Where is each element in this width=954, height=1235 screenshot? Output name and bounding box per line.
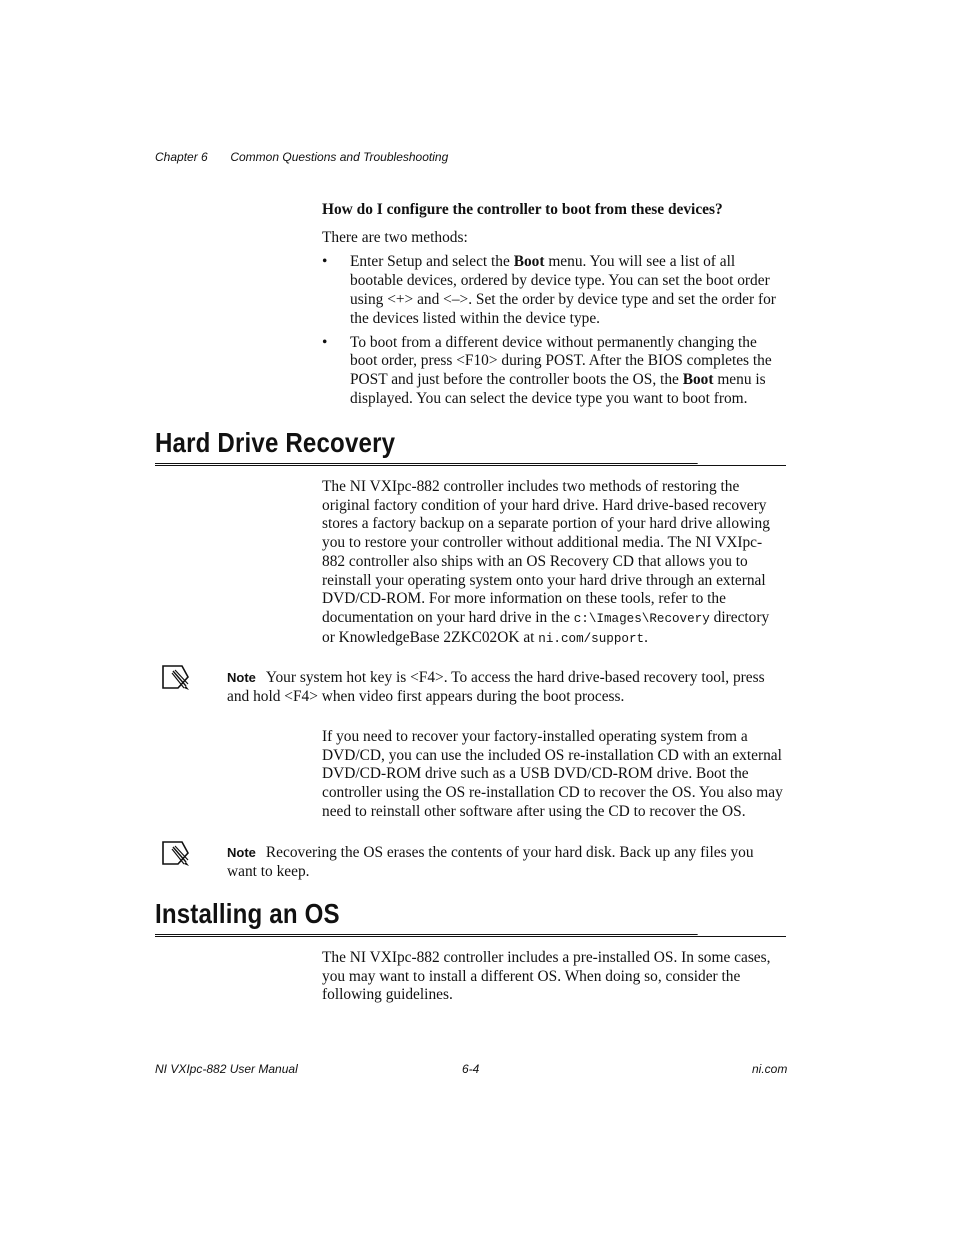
note-hot-key [227, 668, 785, 706]
bullet-glyph: • [322, 253, 328, 271]
section-rule [155, 936, 786, 937]
note-icon [160, 837, 192, 867]
footer-manual-title: NI VXIpc-882 User Manual [155, 1062, 298, 1076]
note-label: Note [227, 670, 256, 685]
para-text: If you need to recover your factory-installed operating system from a DVD/CD, you can use the included OS re-installation CD with an external DVD/CD-ROM drive such as a USB DVD/CD-ROM drive. Boot the controller using the OS re-installation CD to recover the OS. You also may need to reinstall other software after using the CD to recover the OS. [322, 728, 783, 820]
note-label: Note [227, 845, 256, 860]
directory-path: c:\Images\Recovery [573, 611, 710, 626]
bullet-glyph: • [322, 333, 328, 351]
bullet-bold-term: Boot [513, 253, 545, 271]
bullet-text: Enter Setup and select the [350, 253, 514, 271]
bullet-text: menu. You will see a list of all bootable devices, ordered by device type. You can set the boot order using <+> and <–>. Set the order by device type and set the order for the devices listed within the device type. [350, 253, 776, 327]
chapter-title: Common Questions and Troubleshooting [230, 150, 449, 164]
support-url: ni.com/support [538, 631, 645, 646]
section-heading-hard-drive-recovery: Hard Drive Recovery [155, 426, 698, 464]
note-recovery-erases [227, 843, 785, 881]
boot-question-block [322, 201, 785, 414]
running-header [155, 150, 448, 164]
section-heading-installing-os: Installing an OS [155, 897, 698, 935]
bullet-text: menu is displayed. You can select the device type you want to boot from. [350, 371, 766, 407]
section-rule [155, 465, 786, 466]
note-text: Recovering the OS erases the contents of your hard disk. Back up any files you want to keep. [227, 844, 754, 880]
boot-methods-list [322, 253, 785, 408]
para-text: The NI VXIpc-882 controller includes a pre-installed OS. In some cases, you may want to install a different OS. When doing so, consider the following guidelines. [322, 949, 771, 1004]
list-item [322, 253, 785, 328]
list-item [322, 334, 785, 409]
hard-drive-para-1 [322, 478, 785, 648]
chapter-number: Chapter 6 [155, 150, 208, 164]
para-text: . [644, 628, 648, 646]
bullet-text: To boot from a different device without permanently changing the boot order, press <F10> during POST. After the BIOS completes the POST and just before the controller boots the OS, the [350, 333, 772, 389]
installing-os-para [322, 949, 785, 1005]
para-text: directory or KnowledgeBase 2ZKC02OK at [322, 608, 770, 646]
bullet-bold-term: Boot [682, 371, 714, 389]
para-text: The NI VXIpc-882 controller includes two methods of restoring the original factory condition of your hard drive. Hard drive-based recovery stores a factory backup on a separate portion of your hard drive allowing you to restore your controller without additional media. The NI VXIpc-882 controller also ships with an OS Recovery CD that allows you to reinstall your operating system onto your hard drive through an external DVD/CD-ROM. For more information on these tools, refer to the documentation on your hard drive in the [322, 478, 770, 626]
note-text: Your system hot key is <F4>. To access the hard drive-based recovery tool, press and hold <F4> when video first appears during the boot process. [227, 669, 765, 705]
footer-page-number: 6-4 [462, 1062, 480, 1076]
note-icon [160, 661, 192, 691]
boot-question: How do I configure the controller to boot from these devices? [322, 201, 723, 218]
boot-intro: There are two methods: [322, 228, 468, 246]
hard-drive-para-2 [322, 728, 785, 822]
footer-site: ni.com [752, 1062, 788, 1076]
